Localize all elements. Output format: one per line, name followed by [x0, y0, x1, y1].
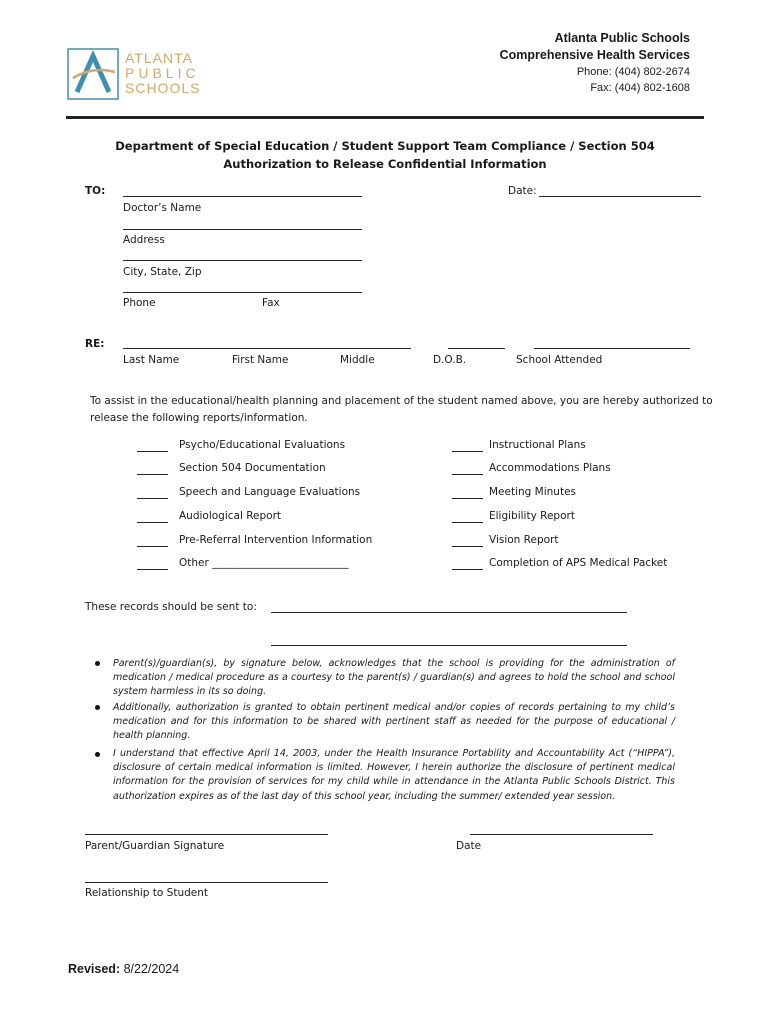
check-blank[interactable]: [452, 546, 483, 547]
to-label: TO:: [85, 185, 106, 197]
aps-logo: [67, 48, 201, 100]
check-blank[interactable]: [452, 569, 483, 570]
check-blank[interactable]: [137, 474, 168, 475]
bullet-dot: [95, 705, 100, 710]
sent-to-field-1[interactable]: [271, 612, 627, 613]
bullet-text-2: Additionally, authorization is granted to obtain pertinent medical and/or copies of records pertaining to my child’s medication and for this information to be shared with pertinent staff as needed for the purpose of educational / health planning.: [113, 702, 675, 742]
city-label: City, State, Zip: [123, 266, 202, 278]
form-title-line-2: Authorization to Release Confidential Information: [223, 157, 547, 171]
check-item-audiological: Audiological Report: [179, 510, 282, 522]
doctor-name-field[interactable]: [123, 196, 362, 197]
check-blank[interactable]: [452, 474, 483, 475]
check-item-speech: Speech and Language Evaluations: [179, 486, 361, 498]
check-blank[interactable]: [452, 451, 483, 452]
parent-signature-field[interactable]: [85, 834, 328, 835]
middle-name-label: Middle: [340, 354, 375, 366]
address-field[interactable]: [123, 229, 362, 230]
logo-text: [125, 51, 200, 96]
first-name-label: First Name: [232, 354, 289, 366]
check-blank[interactable]: [137, 546, 168, 547]
check-blank[interactable]: [452, 498, 483, 499]
revised-label: Revised:: [68, 962, 121, 976]
phone-label: Phone: [123, 297, 156, 309]
revised-footer: [68, 962, 179, 976]
signature-date-label: Date: [456, 840, 482, 852]
revised-date: 8/22/2024: [123, 962, 180, 976]
signature-date-field[interactable]: [470, 834, 653, 835]
intro-line-2: release the following reports/information.: [90, 412, 308, 424]
form-title-line-1: Department of Special Education / Student Support Team Compliance / Section 504: [115, 139, 655, 153]
phone-fax-field[interactable]: [123, 292, 362, 293]
header-rule: [66, 116, 704, 119]
check-item-minutes: Meeting Minutes: [489, 486, 577, 498]
bullet-text-1: Parent(s)/guardian(s), by signature below, acknowledges that the school is providing for the administration of medication / medical procedure as a courtesy to the parent(s) / guardian(s) and agrees to hold the school and school system harmless in its so doing.: [113, 658, 675, 698]
check-blank[interactable]: [137, 522, 168, 523]
check-blank[interactable]: [137, 451, 168, 452]
header-phone: Phone: (404) 802-2674: [576, 66, 690, 78]
check-item-504: Section 504 Documentation: [179, 462, 326, 474]
student-name-field[interactable]: [123, 348, 411, 349]
aps-logo-icon: [67, 48, 119, 100]
re-label: RE:: [85, 338, 105, 350]
check-item-eligibility: Eligibility Report: [489, 510, 575, 522]
city-field[interactable]: [123, 260, 362, 261]
check-item-accommodations: Accommodations Plans: [489, 462, 611, 474]
school-label: School Attended: [516, 354, 603, 366]
logo-line-1: ATLANTA: [125, 50, 193, 66]
check-item-prereferral: Pre-Referral Intervention Information: [179, 534, 373, 546]
fax-label: Fax: [262, 297, 280, 309]
date-field[interactable]: [539, 196, 701, 197]
check-blank[interactable]: [137, 498, 168, 499]
check-blank[interactable]: [137, 569, 168, 570]
school-field[interactable]: [534, 348, 690, 349]
relationship-field[interactable]: [85, 882, 328, 883]
relationship-label: Relationship to Student: [85, 887, 209, 899]
header-fax: Fax: (404) 802-1608: [590, 82, 690, 94]
dob-label: D.O.B.: [433, 354, 467, 366]
date-label: Date:: [508, 185, 537, 197]
check-item-medical-packet: Completion of APS Medical Packet: [489, 557, 668, 569]
intro-line-1: To assist in the educational/health planning and placement of the student named above, you are hereby authorized to: [90, 395, 713, 407]
sent-to-field-2[interactable]: [271, 645, 627, 646]
bullet-dot: [95, 661, 100, 666]
logo-line-2: PUBLIC: [125, 65, 200, 81]
address-label: Address: [123, 234, 165, 246]
check-item-vision: Vision Report: [489, 534, 559, 546]
bullet-text-3: I understand that effective April 14, 2003, under the Health Insurance Portability and Accountability Act (“HIPPA”), disclosure of certain medical information is limited. However, I herein authorize the disclosure of pertinent medical information for the provision of services for my child while in attendance in the Atlanta Public Schools District. This authorization expires as of the last day of this school year, including the summer/ extended year session.: [113, 748, 675, 802]
bullet-dot: [95, 752, 100, 757]
logo-line-3: SCHOOLS: [125, 80, 201, 96]
check-item-instructional: Instructional Plans: [489, 439, 586, 451]
sent-to-label: These records should be sent to:: [85, 601, 257, 613]
dept-name: Comprehensive Health Services: [499, 48, 690, 62]
dob-field[interactable]: [448, 348, 505, 349]
check-item-psycho: Psycho/Educational Evaluations: [179, 439, 346, 451]
doctor-name-label: Doctor’s Name: [123, 202, 202, 214]
parent-signature-label: Parent/Guardian Signature: [85, 840, 225, 852]
check-item-other[interactable]: Other __________________________: [179, 557, 349, 569]
org-name: Atlanta Public Schools: [554, 31, 690, 45]
check-blank[interactable]: [452, 522, 483, 523]
last-name-label: Last Name: [123, 354, 180, 366]
